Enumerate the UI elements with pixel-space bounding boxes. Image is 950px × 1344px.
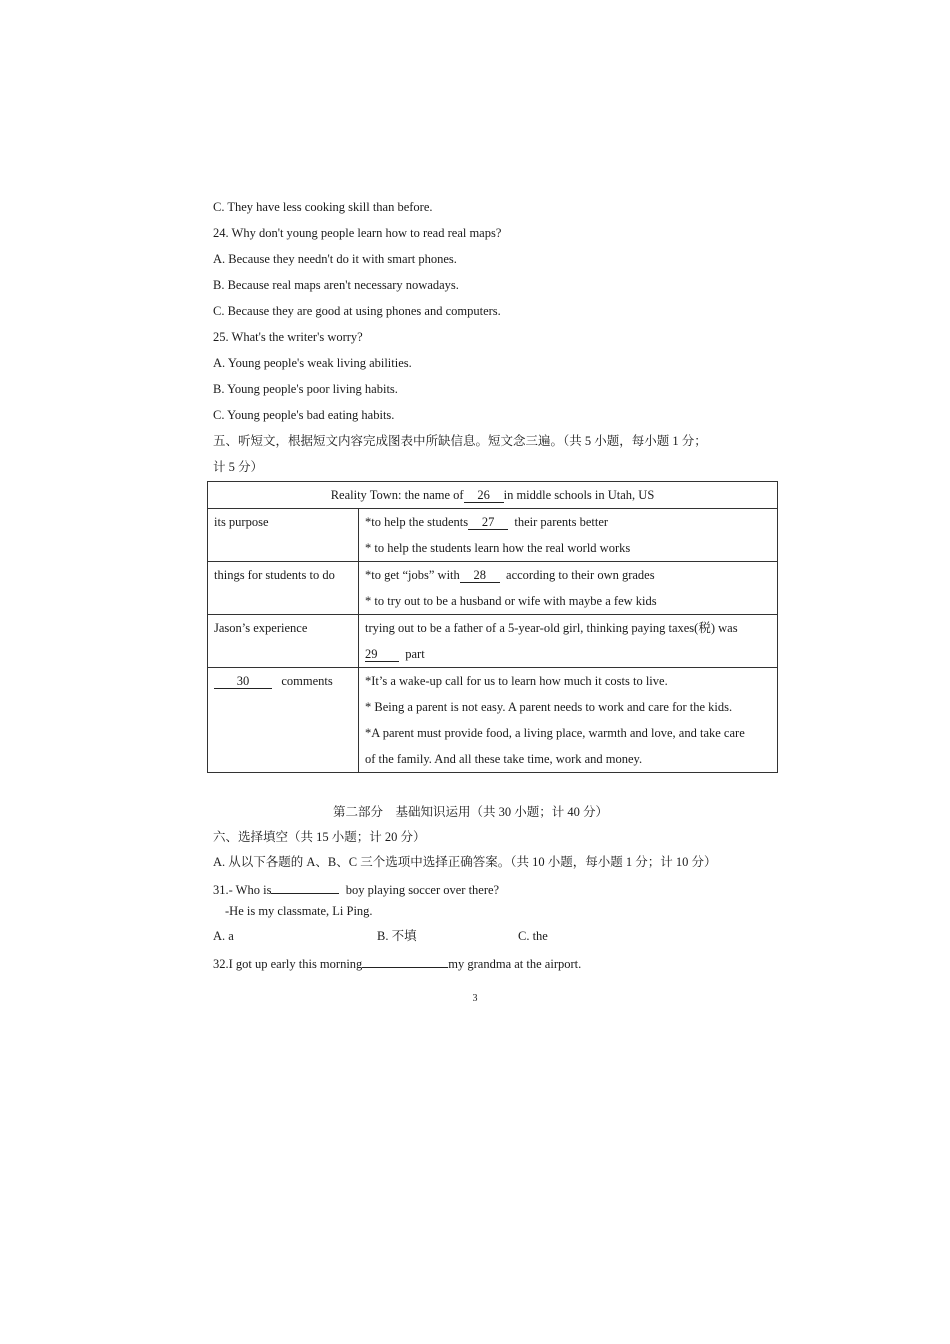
row-content-things-to-do: *to get “jobs” with 28 according to their own grades * to try out to be a husband or wife with maybe a few kids	[359, 562, 778, 615]
q25-stem: 25. What's the writer's worry?	[213, 330, 363, 344]
q24-option-b: B. Because real maps aren't necessary nowadays.	[213, 278, 459, 292]
q25-option-c: C. Young people's bad eating habits.	[213, 408, 395, 422]
q31-option-a: A. a	[213, 929, 234, 943]
section6-a-instruction: A. 从以下各题的 A、B、C 三个选项中选择正确答案。（共 10 小题，每小题 1 分；计 10 分）	[213, 855, 717, 869]
q32-blank[interactable]	[362, 953, 448, 968]
part2-title: 第二部分 基础知识运用（共 30 小题；计 40 分）	[333, 805, 609, 819]
q24-option-c: C. Because they are good at using phones and computers.	[213, 304, 501, 318]
q32-stem: 32.I got up early this morning my grandma at the airport.	[213, 953, 581, 972]
row-content-jason: trying out to be a father of a 5-year-old girl, thinking paying taxes(税) was 29 part	[359, 615, 778, 668]
q31-option-b: B. 不填	[377, 929, 417, 943]
page-number: 3	[472, 993, 478, 1004]
q31-stem: 31.- Who is boy playing soccer over there?	[213, 879, 499, 898]
info-table	[207, 481, 778, 773]
row-content-purpose: *to help the students 27 their parents better * to help the students learn how the real world works	[359, 509, 778, 562]
q25-option-a: A. Young people's weak living abilities.	[213, 356, 412, 370]
table-row	[208, 668, 778, 773]
row-label-purpose: its purpose	[208, 509, 359, 562]
q31-option-c: C. the	[518, 929, 548, 943]
q31-blank[interactable]	[271, 879, 339, 894]
table-header-cell: Reality Town: the name of 26 in middle schools in Utah, US	[208, 482, 778, 509]
row-content-comments: *It’s a wake-up call for us to learn how much it costs to live. * Being a parent is not easy. A parent needs to work and care for the kids. *A parent must provide food, a living place, warmth and love, and take care of the family. And all these take time, work and money.	[359, 668, 778, 773]
blank-30[interactable]: 30	[214, 674, 272, 689]
blank-26[interactable]: 26	[464, 488, 504, 503]
row-label-jason: Jason’s experience	[208, 615, 359, 668]
table-row	[208, 509, 778, 562]
blank-29[interactable]: 29	[365, 647, 399, 662]
table-row	[208, 562, 778, 615]
table-row	[208, 615, 778, 668]
q24-stem: 24. Why don't young people learn how to read real maps?	[213, 226, 502, 240]
blank-28[interactable]: 28	[460, 568, 500, 583]
blank-27[interactable]: 27	[468, 515, 508, 530]
section5-instruction-line1: 五、听短文，根据短文内容完成图表中所缺信息。短文念三遍。（共 5 小题，每小题 1 分；	[213, 434, 707, 448]
section5-instruction-line2: 计 5 分）	[213, 460, 264, 474]
row-label-things-to-do: things for students to do	[208, 562, 359, 615]
row-label-comments: 30 comments	[208, 668, 359, 773]
q31-reply: -He is my classmate, Li Ping.	[225, 904, 373, 918]
table-header-row	[208, 482, 778, 509]
section6-title: 六、选择填空（共 15 小题；计 20 分）	[213, 830, 426, 844]
q23-option-c: C. They have less cooking skill than before.	[213, 200, 433, 214]
q25-option-b: B. Young people's poor living habits.	[213, 382, 398, 396]
q24-option-a: A. Because they needn't do it with smart phones.	[213, 252, 457, 266]
